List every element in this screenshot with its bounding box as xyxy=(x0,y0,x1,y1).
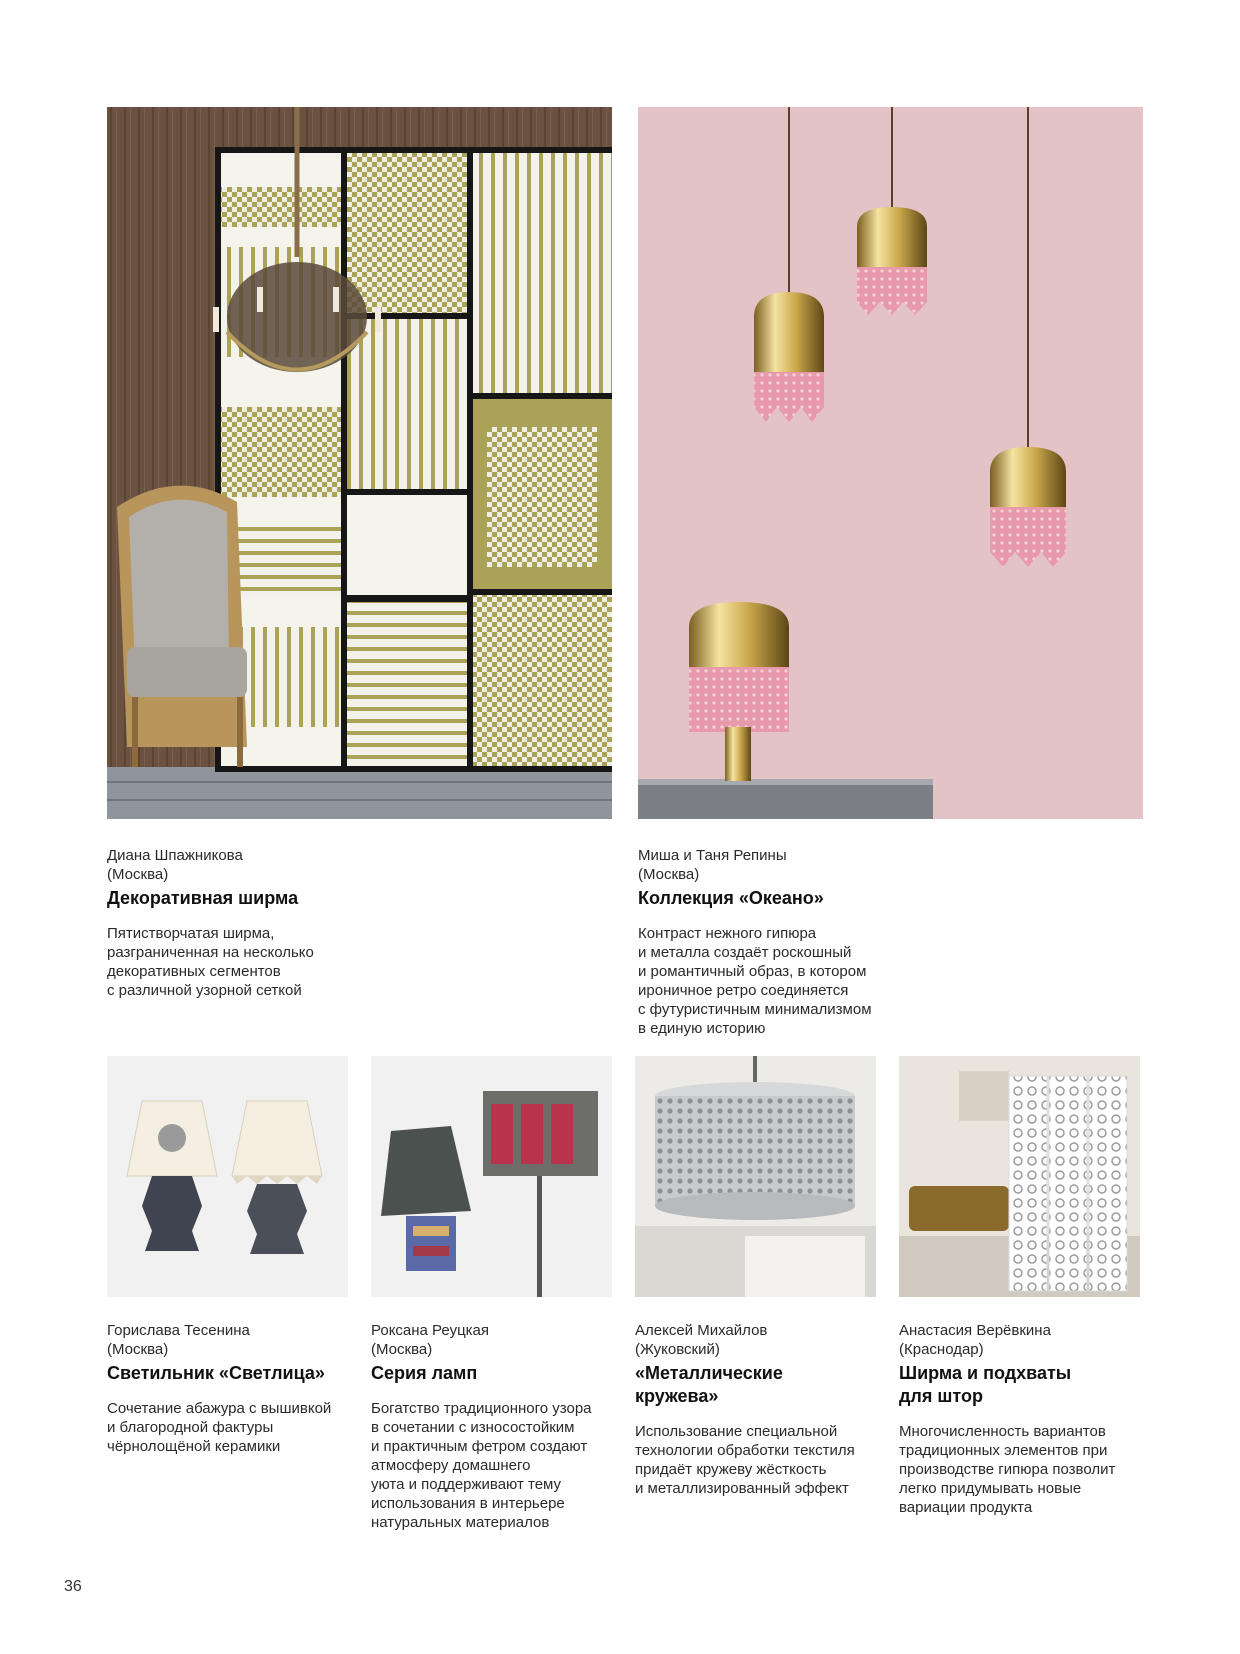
product-title: Декоративная ширма xyxy=(107,888,299,908)
author-name: Миша и Таня Репины xyxy=(638,847,787,864)
author-city: (Жуковский) xyxy=(635,1341,720,1358)
screen-tiebacks-photo xyxy=(899,1056,1140,1297)
caption-decorative-screen xyxy=(107,846,587,1000)
author-name: Диана Шпажникова xyxy=(107,847,243,864)
author-city: (Москва) xyxy=(107,1341,169,1358)
author-name: Горислава Тесенина xyxy=(107,1322,250,1339)
product-description: Многочисленность вариантов традиционных элементов при производстве гипюра позволит легко придумывать новые вариации продукта xyxy=(899,1423,1116,1516)
metal-lace-photo xyxy=(635,1056,876,1297)
product-title: «Металлические кружева» xyxy=(635,1363,783,1406)
product-title: Серия ламп xyxy=(371,1363,478,1383)
caption-screen-tiebacks xyxy=(899,1321,1149,1517)
product-title: Светильник «Светлица» xyxy=(107,1363,325,1383)
author-name: Роксана Реуцкая xyxy=(371,1322,490,1339)
product-description: Пятистворчатая ширма, разграниченная на несколько декоративных сегментов с различной узорной сеткой xyxy=(107,925,314,999)
author-city: (Москва) xyxy=(371,1341,433,1358)
caption-okeano xyxy=(638,846,1118,1038)
lamp-series-photo xyxy=(371,1056,612,1297)
product-description: Использование специальной технологии обработки текстиля придаёт кружеву жёсткость и металлизированный эффект xyxy=(635,1423,855,1497)
caption-lamp-series xyxy=(371,1321,621,1532)
author-name: Анастасия Верёвкина xyxy=(899,1322,1051,1339)
product-description: Сочетание абажура с вышивкой и благородной фактуры чёрнолощёной керамики xyxy=(107,1400,332,1455)
caption-metal-lace xyxy=(635,1321,885,1498)
author-city: (Москва) xyxy=(107,866,169,883)
author-city: (Краснодар) xyxy=(899,1341,984,1358)
author-name: Алексей Михайлов xyxy=(635,1322,768,1339)
svetlitsa-lamp-photo xyxy=(107,1056,348,1297)
author-city: (Москва) xyxy=(638,866,700,883)
product-description: Контраст нежного гипюра и металла создаёт роскошный и романтичный образ, в котором ироничное ретро соединяется с футуристичным минимализмом в единую историю xyxy=(638,925,872,1037)
okeano-lamps-photo xyxy=(638,107,1143,819)
product-title: Ширма и подхваты для штор xyxy=(899,1363,1072,1406)
product-title: Коллекция «Океано» xyxy=(638,888,824,908)
product-description: Богатство традиционного узора в сочетании с износостойким и практичным фетром создают атмосферу домашнего уюта и поддерживают тему использования в интерьере натуральных материалов xyxy=(371,1400,592,1531)
decorative-screen-photo xyxy=(107,107,612,819)
page-number: 36 xyxy=(64,1578,82,1595)
caption-svetlitsa xyxy=(107,1321,357,1456)
